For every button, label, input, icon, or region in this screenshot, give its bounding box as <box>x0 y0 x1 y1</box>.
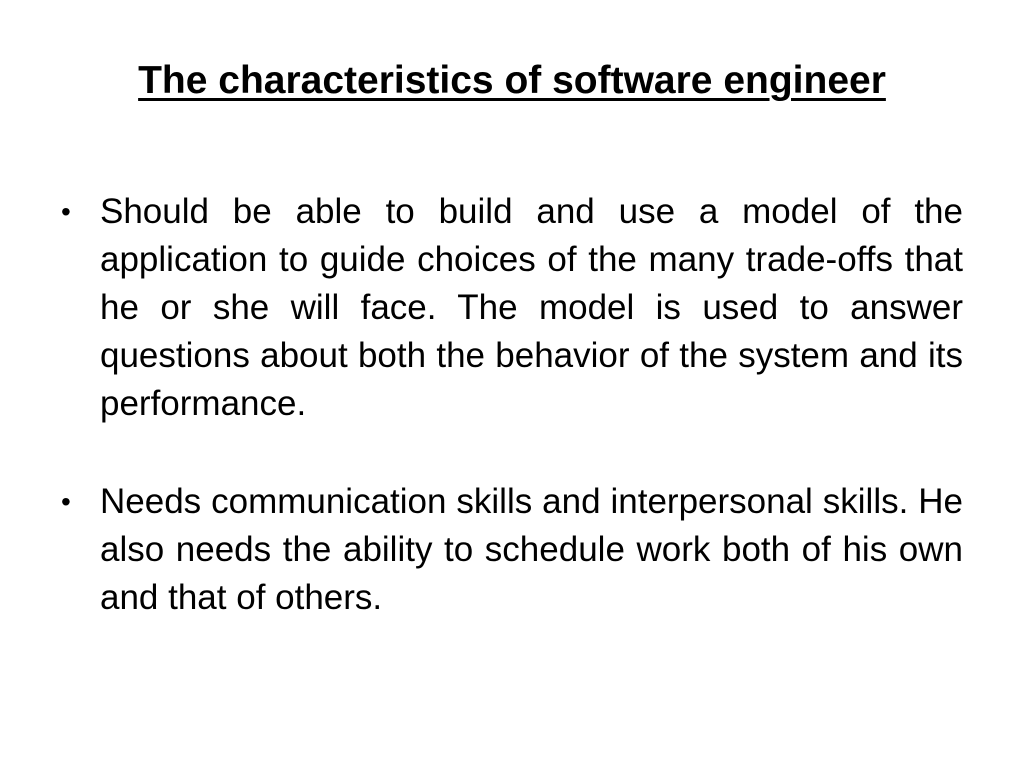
bullet-item <box>58 188 963 428</box>
slide-title: The characteristics of software engineer <box>138 59 886 102</box>
bullet-list <box>58 188 963 622</box>
bullet-point-icon: • <box>61 196 71 227</box>
bullet-point-icon: • <box>61 486 71 517</box>
bullet-text: Should be able to build and use a model of the application to guide choices of the many trade-offs that he or she will face. The model is used to answer questions about both the behavior of the system and its performance. <box>100 192 963 423</box>
bullet-text: Needs communication skills and interpersonal skills. He also needs the ability to schedule work both of his own and that of others. <box>100 482 963 617</box>
bullet-item <box>58 478 963 622</box>
